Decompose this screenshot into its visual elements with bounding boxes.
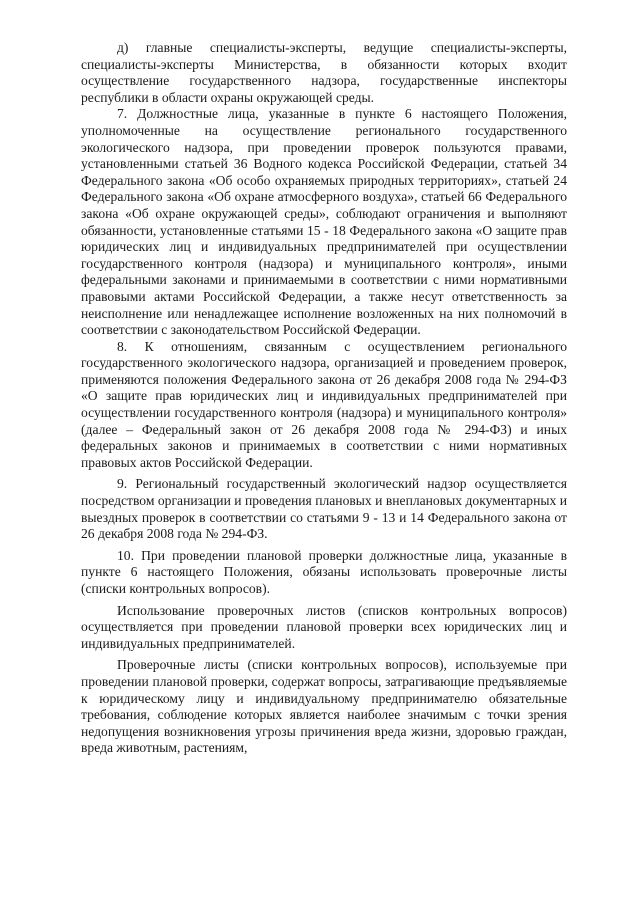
paragraph-10-contents: Проверочные листы (списки контрольных вопросов), используемые при проведении плановой проверки, содержат вопросы, затрагивающие предъявляемые к юридическому лицу и индивидуальному предпринимателю обязательные требования, соблюдение которых является наиболее значимым с точки зрения недопущения возникновения угрозы причинения вреда жизни, здоровью граждан, вреда животным, растениям, bbox=[81, 657, 567, 756]
paragraph-10: 10. При проведении плановой проверки должностные лица, указанные в пункте 6 настоящего Положения, обязаны использовать проверочные листы (списки контрольных вопросов). bbox=[81, 547, 567, 596]
paragraph-d: д) главные специалисты-эксперты, ведущие специалисты-эксперты, специалисты-эксперты Министерства, в обязанности которых входит осуществление государственного надзора, государственные инспекторы республики в области охраны окружающей среды. bbox=[81, 40, 567, 105]
paragraph-8: 8. К отношениям, связанным с осуществлением регионального государственного экологического надзора, организацией и проведением проверок, применяются положения Федерального закона от 26 декабря 2008 года № 294-ФЗ «О защите прав юридических лиц и индивидуальных предпринимателей при осуществлении государственного контроля (надзора) и муниципального контроля» (далее – Федеральный закон от 26 декабря 2008 года № 294-ФЗ) и иных федеральных законов и принимаемых в соответствии с ними нормативных правовых актов Российской Федерации. bbox=[81, 338, 567, 470]
paragraph-10-usage: Использование проверочных листов (списков контрольных вопросов) осуществляется при проведении плановой проверки всех юридических лиц и индивидуальных предпринимателей. bbox=[81, 602, 567, 651]
paragraph-9: 9. Региональный государственный экологический надзор осуществляется посредством организации и проведения плановых и внеплановых документарных и выездных проверок в соответствии со статьями 9 - 13 и 14 Федерального закона от 26 декабря 2008 года № 294-ФЗ. bbox=[81, 476, 567, 542]
paragraph-7: 7. Должностные лица, указанные в пункте 6 настоящего Положения, уполномоченные на осуществление регионального государственного экологического надзора, при проведении проверок пользуются правами, установленными статьей 36 Водного кодекса Российской Федерации, статьей 34 Федерального закона «Об особо охраняемых природных территориях», статьей 24 Федерального закона «Об охране атмосферного воздуха», статьей 66 Федерального закона «Об охране окружающей среды», соблюдают ограничения и выполняют обязанности, установленные статьями 15 - 18 Федерального закона «О защите прав юридических лиц и индивидуальных предпринимателей при осуществлении государственного контроля (надзора) и муниципального контроля», иными федеральными законами и принимаемыми в соответствии с ними нормативными правовыми актами Российской Федерации, а также несут ответственность за неисполнение или ненадлежащее исполнение возложенных на них полномочий в соответствии с законодательством Российской Федерации. bbox=[81, 106, 567, 338]
document-page bbox=[81, 40, 567, 757]
